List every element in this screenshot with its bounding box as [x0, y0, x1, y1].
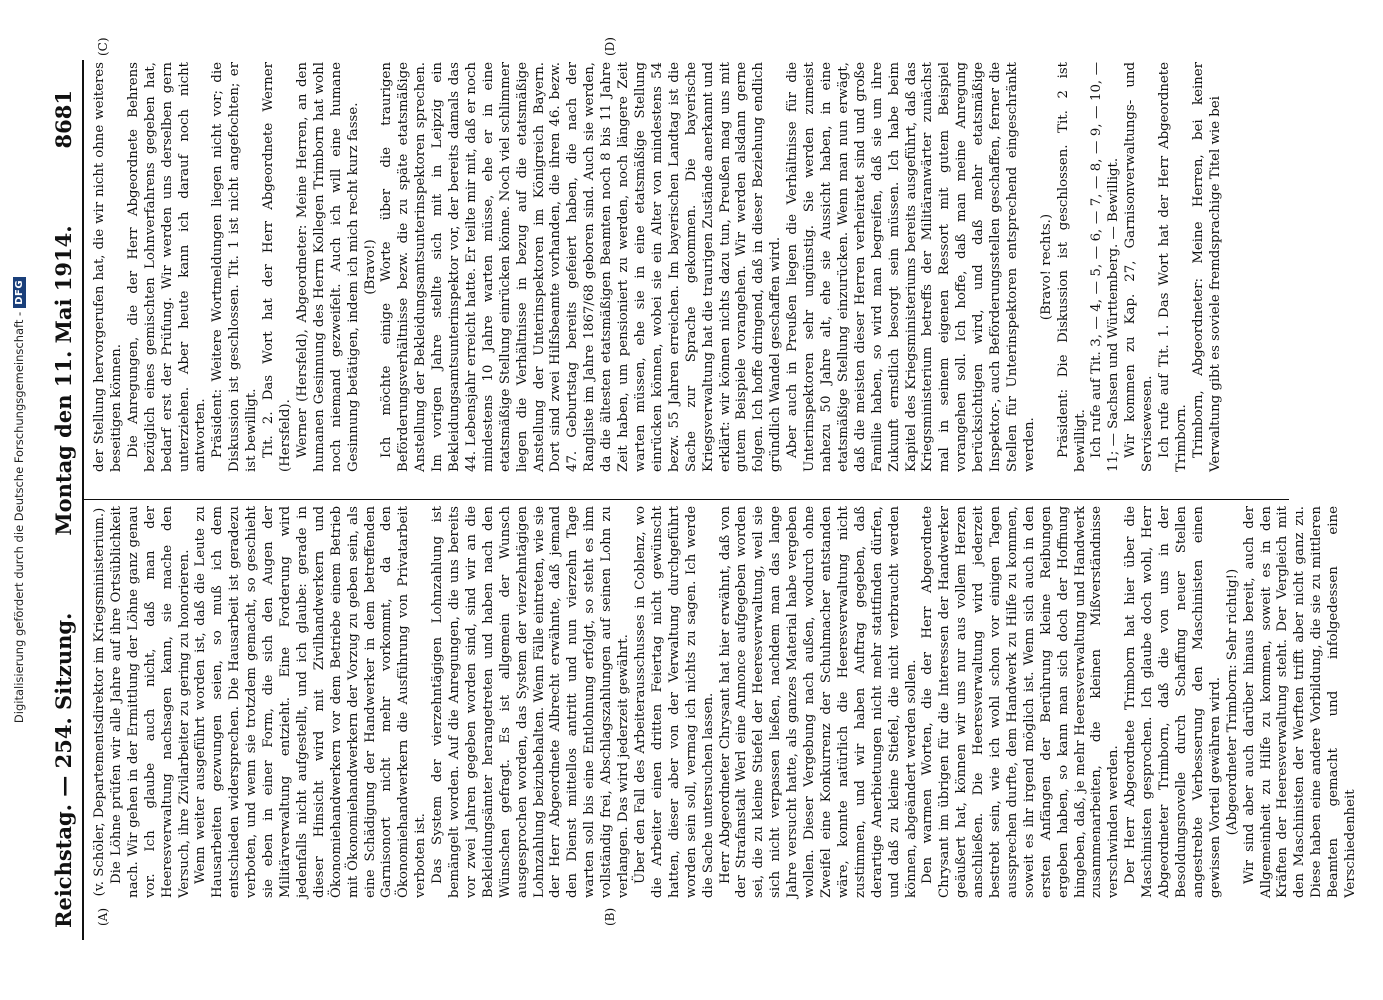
- paragraph: Wir kommen zu Kap. 27, Garnisonverwaltungs- und Servisewesen.: [1123, 62, 1156, 472]
- dfg-logo: DFG: [13, 277, 26, 308]
- paragraph: Wenn weiter ausgeführt worden ist, daß die Leute zu Hausarbeiten gezwungen seien, so muß ich dem entschieden widersprechen. Die Hausarbeit ist geradezu verboten, und wenn sie trotzdem gemacht, so geschieht sie eben in einer Form, die sich den Augen der Militärverwaltung entzieht. Eine Forderung wird jedenfalls nicht aufgestellt, und ich glaube: gerade in dieser Hinsicht wird mit Zivilhandwerkern und Ökonomiehandwerkern vor dem Betriebe einem Betrieb mit Ökonomiehandwerkern der Vorzug zu geben sein, als eine Schädigung der Handwerker in dem betreffenden Garnisonort nicht mehr vorkommt, da den Ökonomiehandwerkern die Ausführung von Privatarbeit verboten ist.: [193, 506, 429, 898]
- margin-mark-c: (C): [96, 37, 110, 56]
- running-head: [48, 90, 78, 928]
- paragraph: Herr Abgeordneter Chrysant hat hier erwähnt, daß von der Strafanstalt Werl eine Annonce aufgegeben worden sei, die zu kleine Stiefel der Heeresverwaltung, weil sie sich nicht verpassen ließen, nachdem man das lange Jahre versucht hatte, als ganzes Material habe vergeben wollen. Dieser Vergebung nach außen, wodurch ohne Zweifel eine Konkurrenz der Schuhmacher entstanden wäre, konnte natürlich die Heeresverwaltung nicht zustimmen, und wir haben Auftrag gegeben, daß derartige Anerbietungen nicht mehr stattfinden dürfen, und daß zu kleine Stiefel, die nicht verbraucht werden können, abgeändert werden sollen.: [717, 506, 919, 898]
- president-statement: Präsident: Weitere Wortmeldungen liegen nicht vor; die Diskussion ist geschlossen. Tit. 1 ist nicht angefochten; er ist bewilligt.: [210, 62, 260, 472]
- margin-mark-d: (D): [603, 37, 617, 56]
- header-date: Montag den 11. Mai 1914.: [50, 225, 76, 536]
- left-text-column: [92, 506, 1360, 898]
- credit-text: Digitalisierung gefördert durch die Deutsche Forschungsgemeinschaft -: [12, 311, 26, 724]
- paragraph: Ich rufe auf Tit. 3, — 4, — 5, — 6, — 7, — 8, — 9, — 10, — 11; — Sachsen und Württemberg. — Bewilligt.: [1089, 62, 1122, 472]
- paragraph: Den warmen Worten, die der Herr Abgeordnete Chrysant im übrigen für die Interessen der Handwerker geäußert hat, können wir uns nur aus vollem Herzen anschließen. Die Heeresverwaltung wird jederzeit bestrebt sein, wie ich wohl schon vor einigen Tagen aussprechen durfte, dem Handwerk zu Hilfe zu kommen, soweit es ihr irgend möglich ist. Wenn sich auch in den ersten Anfängen der Berührung kleine Reibungen ergeben haben, so kann man sich doch der Hoffnung hingeben, daß, je mehr Heeresverwaltung und Handwerk zusammenarbeiten, die kleinen Mißverständnisse verschwinden werden.: [920, 506, 1122, 898]
- paragraph: Der Herr Abgeordnete Trimborn hat hier über die Maschinisten gesprochen. Ich glaube doch wohl, Herr Abgeordneter Trimborn, daß die von uns in der Besoldungsnovelle durch Schaffung neuer Stellen angestrebte Verbesserung den Maschinisten einen gewissen Vorteil gewähren wird.: [1123, 506, 1223, 898]
- paragraph: Das System der vierzehntägigen Lohnzahlung ist bemängelt worden. Auf die Anregungen, die uns bereits vor zwei Jahren gegeben worden sind, sind wir an die Bekleidungsämter herangetreten und haben nach den Wünschen gefragt. Es ist allgemein der Wunsch ausgesprochen worden, das System der vierzehntägigen Lohnzahlung beizubehalten. Wenn Fälle eintreten, wie sie der Herr Abgeordnete Albrecht erwähnte, daß jemand den Dienst mittellos antritt und nun vierzehn Tage warten soll bis eine Entlohnung erfolgt, so steht es ihm vollständig frei, Abschlagszahlungen auf seinen Lohn zu verlangen. Das wird jederzeit gewährt.: [430, 506, 632, 898]
- speaker-attribution: (v. Schöler, Departementsdirektor im Kriegsministerium.): [92, 507, 107, 897]
- margin-mark-a: (A): [96, 907, 110, 926]
- paragraph: Ich möchte einige Worte über die traurigen Beförderungsverhältnisse bezw. die zu späte etatsmäßige Anstellung der Bekleidungsamtsunterinspektoren sprechen. Im vorigen Jahre stellte sich mit in Leipzig ein Bekleidungsamtsunterinspektor vor, der bereits damals das 44. Lebensjahr erreicht hatte. Er teilte mir mit, daß er noch mindestens 10 Jahre warten müsse, ehe er in eine etatsmäßige Stellung einrücken könne. Noch viel schlimmer liegen die Verhältnisse in bezug auf die etatsmäßige Anstellung der Unterinspektoren im Königreich Bayern. Dort sind zwei Hilfsbeamte vorhanden, die ihren 46. bezw. 47. Geburtstag bereits gefeiert haben, die nach der Rangliste im Jahre 1867/68 geboren sind. Auch sie werden, da die ältesten etatsmäßigen Beamten noch 8 bis 11 Jahre Zeit haben, um pensioniert zu werden, noch längere Zeit warten müssen, ehe sie in eine etatsmäßige Stellung einrücken können, wobei sie ein Alter von mindestens 54 bezw. 55 Jahren erreichen. Im bayerischen Landtag ist die Sache zur Sprache gekommen. Die bayerische Kriegsverwaltung hat die traurigen Zustände anerkannt und erklärt: wir können nichts dazu tun, Preußen mag uns mit gutem Beispiele vorangehen. Wir werden alsdann gerne folgen. Ich hoffe dringend, daß in dieser Beziehung endlich gründlich Wandel geschaffen wird.: [379, 62, 784, 472]
- margin-mark-b: (B): [603, 907, 617, 926]
- header-page-number: 8681: [50, 90, 76, 149]
- right-text-column: [92, 62, 1225, 472]
- digitization-credit: [8, 0, 30, 1000]
- speech-opening: Trimborn, Abgeordneter: Meine Herren, bei keiner Verwaltung gibt es soviele fremdsprachige Titel wie bei: [1190, 62, 1223, 472]
- paragraph: Über den Fall des Arbeiterausschusses in Coblenz, wo die Arbeiter einen dritten Feiertag nicht gewünscht hatten, dieser aber von der Verwaltung durchgeführt worden sein soll, vermag ich nichts zu sagen. Ich werde die Sache untersuchen lassen.: [633, 506, 716, 898]
- paragraph: Ich rufe auf Tit. 1. Das Wort hat der Herr Abgeordnete Trimborn.: [1157, 62, 1189, 472]
- paragraph: Aber auch in Preußen liegen die Verhältnisse für die Unterinspektoren sehr ungünstig. Sie werden zumeist nahezu 50 Jahre alt, ehe sie Aussicht haben, in eine etatsmäßige Stellung einzurücken. Wenn man nun erwägt, daß die meisten dieser Herren verheiratet sind und große Familie haben, so wird man begreifen, daß sie um ihre Zukunft ernstlich besorgt sein müssen. Ich habe beim Kapitel des Kriegsministeriums bereits ausgeführt, daß das Kriegsministerium betreffs der Militäranwärter zunächst mal in seinem eigenen Ressort mit gutem Beispiel vorangehen soll. Ich hoffe, daß man meine Anregung berücksichtigen wird, und daß mehr etatsmäßige Inspektor-, auch Beförderungsstellen geschaffen, ferner die Stellen für Unterinspektoren entsprechend eingeschränkt werden.: [785, 62, 1037, 472]
- paragraph: Die Löhne prüfen wir alle Jahre auf ihre Ortsüblichkeit nach. Wir gehen in der Ermittlung der Löhne ganz genau vor. Ich glaube auch nicht, daß man der Heeresverwaltung nachsagen kann, sie mache den Versuch, ihre Zivilarbeiter zu gering zu honorieren.: [108, 506, 192, 898]
- paragraph: Tit. 2. Das Wort hat der Herr Abgeordnete Werner (Hersfeld).: [261, 62, 293, 472]
- president-statement: Präsident: Die Diskussion ist geschlossen. Tit. 2 ist bewilligt.: [1055, 62, 1088, 472]
- column-divider: [84, 499, 1289, 500]
- interjection: (Abgeordneter Trimborn: Sehr richtig!): [1224, 568, 1240, 836]
- paragraph: Wir sind aber auch darüber hinaus bereit, auch der Allgemeinheit zu Hilfe zu kommen, soweit es in den Kräften der Heeresverwaltung steht. Der Vergleich mit den Maschinisten der Werften trifft aber nicht ganz zu. Diese haben eine andere Vorbildung, die sie zu mittleren Beamten gemacht und infolgedessen eine Verschiedenheit: [1241, 506, 1359, 898]
- speech-opening: Werner (Hersfeld), Abgeordneter: Meine Herren, an den humanen Gesinnung des Herrn Kollegen Trimborn hat wohl noch niemand gezweifelt. Auch ich will eine humane Gesinnung betätigen, indem ich mich recht kurz fasse.: [294, 62, 361, 472]
- paragraph: der Stellung hervorgerufen hat, die wir nicht ohne weiteres beseitigen können.: [92, 62, 124, 472]
- header-rule: [82, 60, 84, 940]
- interjection: (Bravo!): [362, 239, 378, 295]
- header-session: Reichstag. — 254. Sitzung.: [50, 612, 76, 928]
- interjection: (Bravo! rechts.): [1038, 213, 1054, 321]
- paragraph: Die Anregungen, die der Herr Abgeordnete Behrens bezüglich eines gemischten Lohnverfahrens gegeben hat, bedarf erst der Prüfung. Wir werden uns derselben gern unterziehen. Aber heute kann ich darauf noch nicht antworten.: [125, 62, 209, 472]
